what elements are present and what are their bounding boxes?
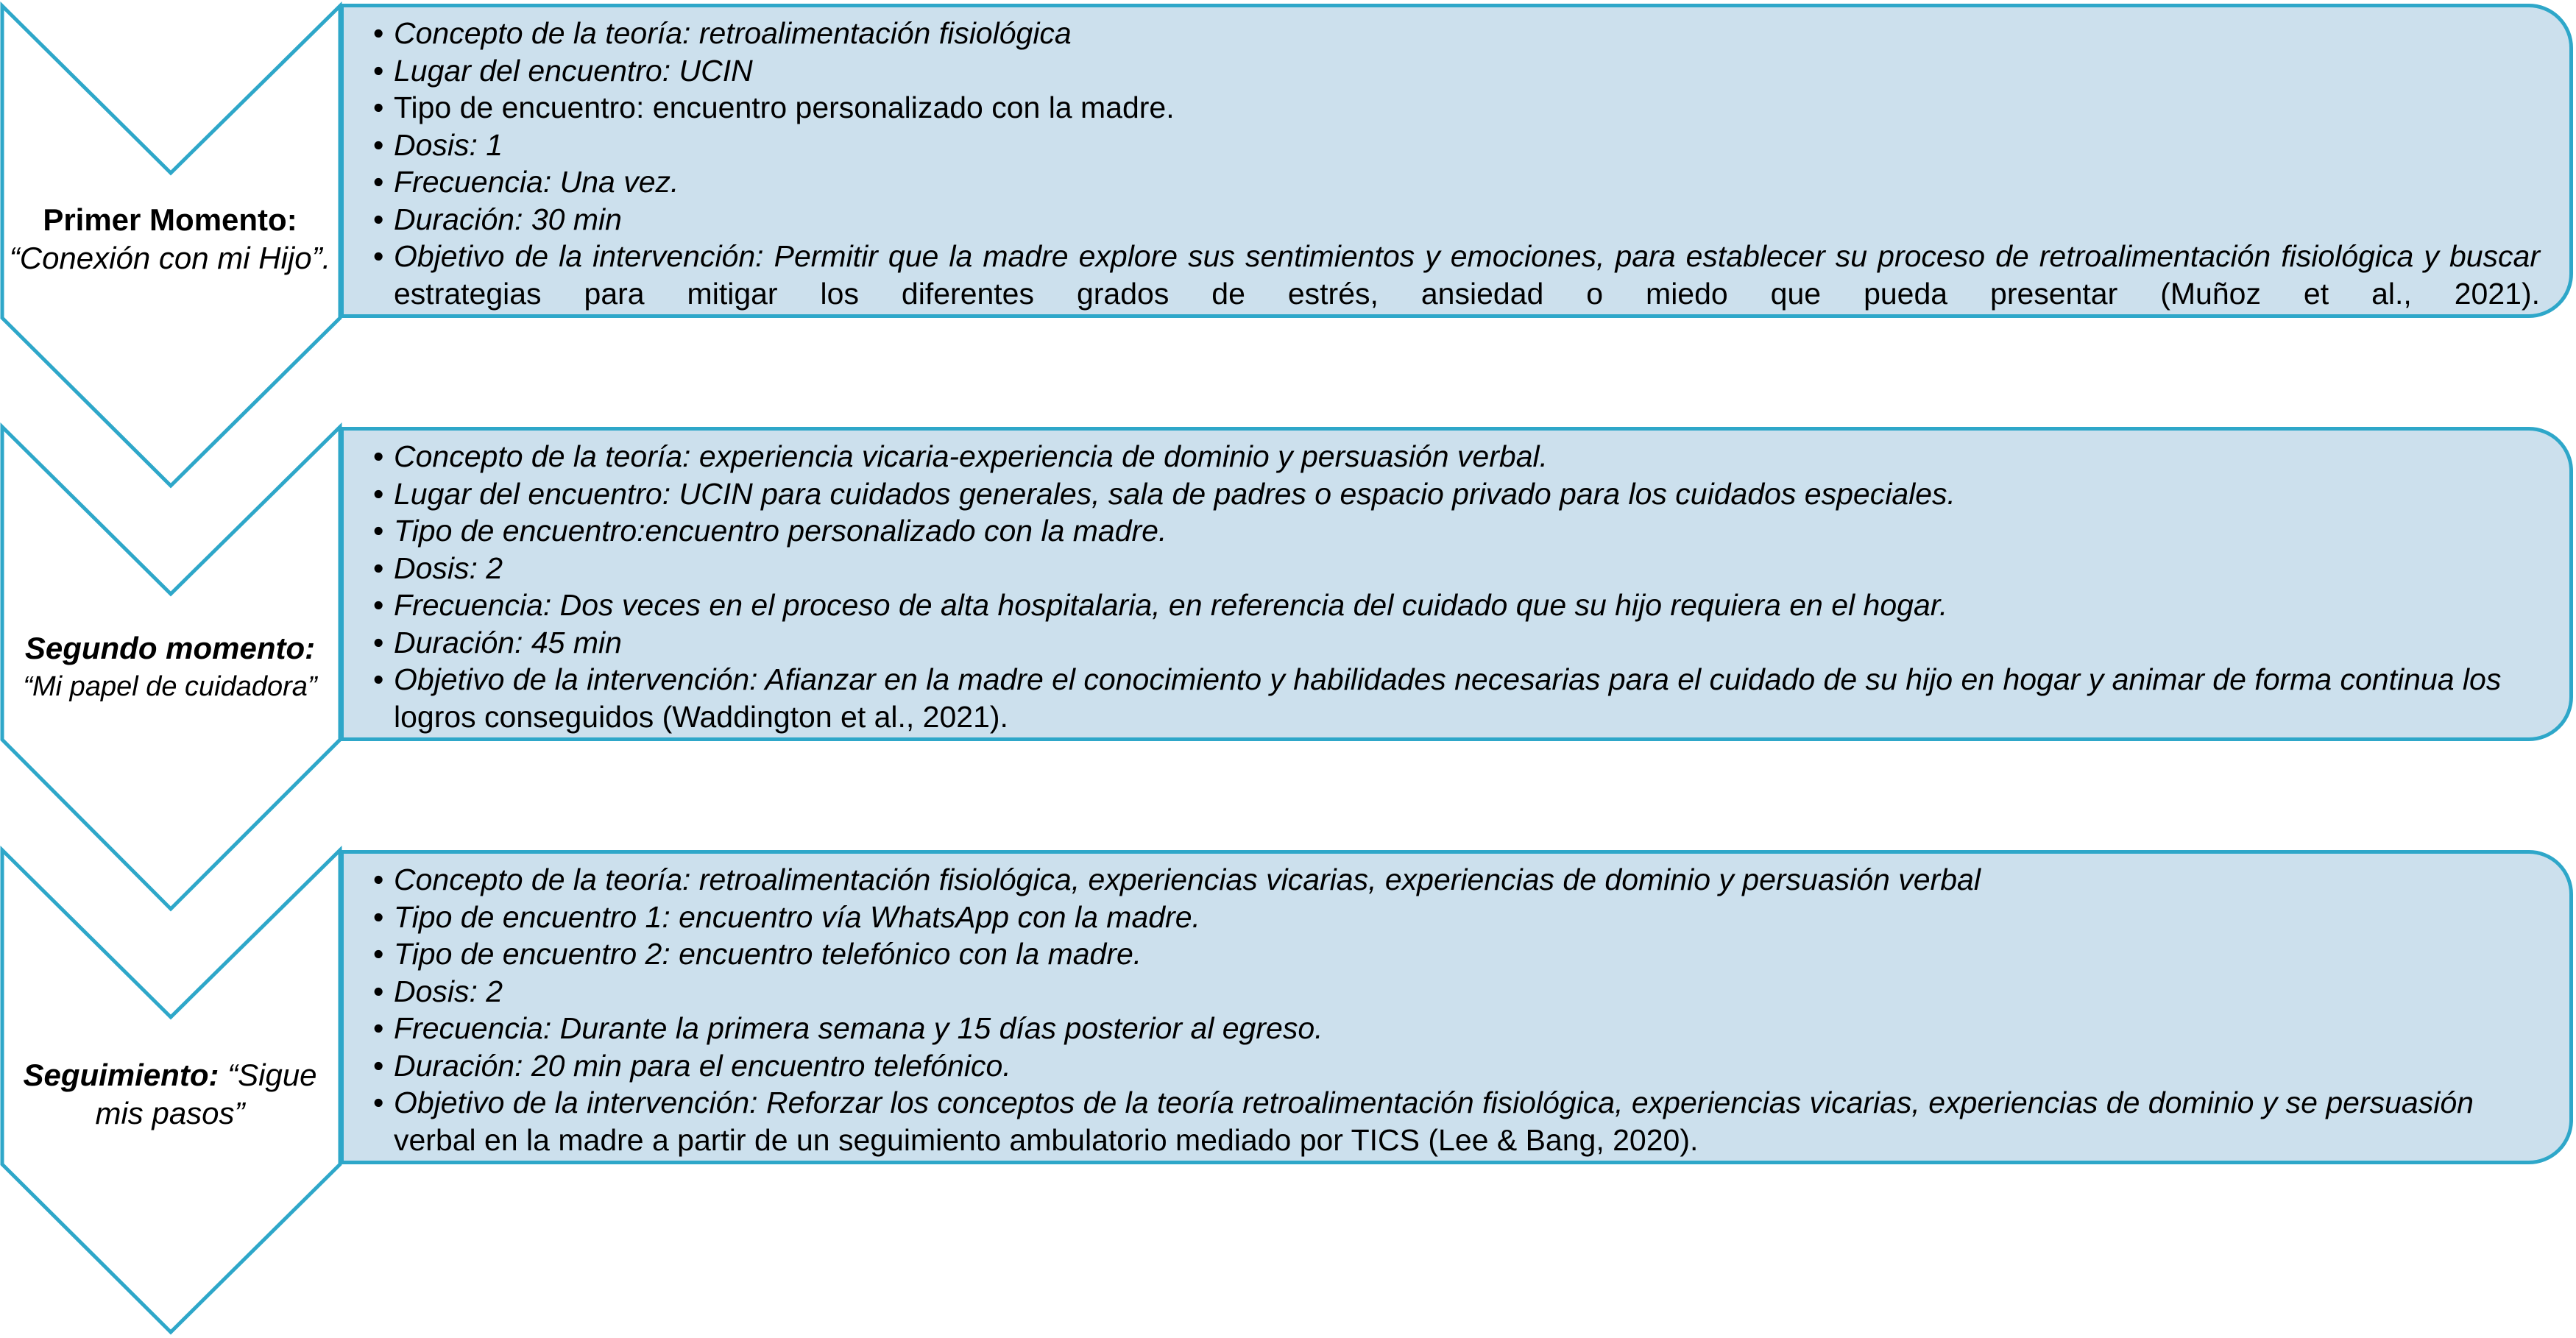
list-item: • Duración: 45 min: [373, 624, 2540, 662]
stage-subtitle: “Mi papel de cuidadora”: [23, 671, 317, 702]
list-item: • Frecuencia: Durante la primera semana y 15 días posterior al egreso.: [373, 1010, 2540, 1047]
list-item: • Objetivo de la intervención: Afianzar en la madre el conocimiento y habilidades necesarias para el cuidado de su hijo en hogar y animar de forma continua los logros conseguidos (Waddington et al., 2021).: [373, 661, 2540, 735]
list-item: • Tipo de encuentro: encuentro personalizado con la madre.: [373, 89, 2540, 127]
list-item: • Dosis: 1: [373, 127, 2540, 164]
list-item: • Lugar del encuentro: UCIN: [373, 52, 2540, 90]
list-item: • Frecuencia: Una vez.: [373, 163, 2540, 201]
list-item: • Objetivo de la intervención: Reforzar los conceptos de la teoría retroalimentación fisiológica, experiencias vicarias, experiencias de dominio y se persuasión verbal en la madre a partir de un seguimiento ambulatorio mediado por TICS (Lee & Bang, 2020).: [373, 1084, 2540, 1158]
stage-item-list: [373, 15, 2540, 312]
list-item: • Tipo de encuentro:encuentro personalizado con la madre.: [373, 512, 2540, 550]
stage-box-primer-momento: [340, 4, 2573, 318]
list-item: • Frecuencia: Dos veces en el proceso de alta hospitalaria, en referencia del cuidado que su hijo requiera en el hogar.: [373, 587, 2540, 624]
list-item: • Duración: 20 min para el encuentro telefónico.: [373, 1047, 2540, 1085]
stage-box-segundo-momento: [340, 427, 2573, 741]
list-item: • Concepto de la teoría: retroalimentación fisiológica: [373, 15, 2540, 52]
list-item: • Dosis: 2: [373, 973, 2540, 1010]
list-item: • Tipo de encuentro 1: encuentro vía WhatsApp con la madre.: [373, 899, 2540, 936]
list-item: • Concepto de la teoría: experiencia vicaria-experiencia de dominio y persuasión verbal.: [373, 438, 2540, 475]
stage-label-primer-momento: [4, 201, 336, 277]
stage-item-list: [373, 861, 2540, 1158]
stage-subtitle: “Conexión con mi Hijo”.: [9, 241, 331, 275]
stage-item-list: [373, 438, 2540, 735]
list-item: • Duración: 30 min: [373, 201, 2540, 238]
stage-label-seguimiento: [4, 1056, 336, 1133]
stage-label-segundo-momento: [4, 629, 336, 706]
list-item: • Concepto de la teoría: retroalimentación fisiológica, experiencias vicarias, experiencias de dominio y persuasión verbal: [373, 861, 2540, 899]
list-item: • Dosis: 2: [373, 550, 2540, 587]
stage-title: Primer Momento:: [43, 202, 297, 237]
stage-box-seguimiento: [340, 850, 2573, 1164]
stage-title: Segundo momento:: [24, 631, 316, 665]
stage-title: Seguimiento: “Sigue mis pasos”: [23, 1058, 317, 1130]
list-item: • Objetivo de la intervención: Permitir que la madre explore sus sentimientos y emociones, para establecer su proceso de retroalimentación fisiológica y buscar estrategias para mitigar los diferentes grados de estrés, ansiedad o miedo que pueda presentar (Muñoz et al., 2021).: [373, 238, 2540, 312]
list-item: • Lugar del encuentro: UCIN para cuidados generales, sala de padres o espacio privado para los cuidados especiales.: [373, 475, 2540, 513]
list-item: • Tipo de encuentro 2: encuentro telefónico con la madre.: [373, 935, 2540, 973]
